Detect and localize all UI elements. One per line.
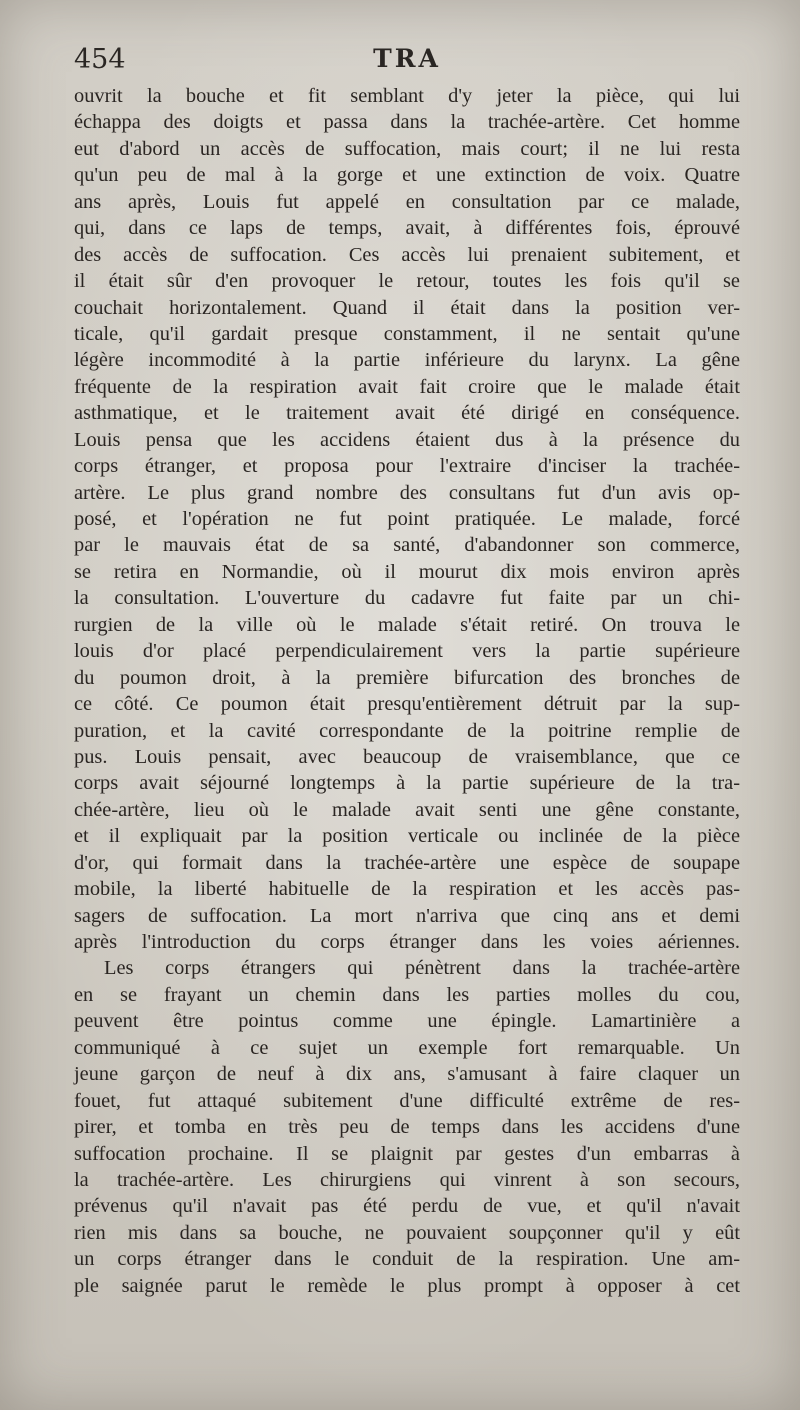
text-line: il était sûr d'en provoquer le retour, toutes les fois qu'il se [74,270,740,293]
text-line: après l'introduction du corps étranger dans les voies aériennes. [74,931,740,953]
text-line: ce côté. Ce poumon était presqu'entièrement détruit par la sup- [74,693,740,716]
text-line: couchait horizontalement. Quand il était dans la position ver- [74,296,740,319]
text-line: asthmatique, et le traitement avait été dirigé en conséquence. [74,402,740,425]
paragraph [74,955,740,1299]
text-line: pirer, et tomba en très peu de temps dans les accidens d'une [74,1116,740,1139]
text-line: d'or, qui formait dans la trachée-artère une espèce de soupape [74,851,740,874]
text-line: communiqué à ce sujet un exemple fort remarquable. Un [74,1036,740,1059]
text-line: artère. Le plus grand nombre des consultans fut d'un avis op- [74,481,740,504]
text-line: fouet, fut attaqué subitement d'une difficulté extrême de res- [74,1089,740,1112]
text-line: peuvent être pointus comme une épingle. Lamartinière a [74,1010,740,1033]
text-line: un corps étranger dans le conduit de la respiration. Une am- [74,1248,740,1271]
text-line: chée-artère, lieu où le malade avait senti une gêne constante, [74,798,740,821]
text-line: par le mauvais état de sa santé, d'abandonner son commerce, [74,534,740,557]
text-line: fréquente de la respiration avait fait croire que le malade était [74,375,740,398]
text-line: ouvrit la bouche et fit semblant d'y jeter la pièce, qui lui [74,85,740,107]
text-line: Les corps étrangers qui pénètrent dans la trachée-artère [104,957,740,980]
text-line: corps étranger, et proposa pour l'extraire d'inciser la trachée- [74,455,740,478]
text-line: des accès de suffocation. Ces accès lui prenaient subitement, et [74,243,740,266]
text-line: qui, dans ce laps de temps, avait, à différentes fois, éprouvé [74,217,740,240]
text-line: corps avait séjourné longtemps à la partie supérieure de la tra- [74,772,740,795]
page-number: 454 [74,44,126,75]
text-line: du poumon droit, à la première bifurcation des bronches de [74,666,740,689]
text-line: posé, et l'opération ne fut point pratiquée. Le malade, forcé [74,508,740,530]
text-line: la consultation. L'ouverture du cadavre fut faite par un chi- [74,587,740,610]
text-line: ticale, qu'il gardait presque constamment, il ne sentait qu'une [74,322,740,345]
text-line: ple saignée parut le remède le plus prompt à opposer à cet [74,1274,740,1297]
text-line: la trachée-artère. Les chirurgiens qui vinrent à son secours, [74,1168,740,1191]
running-head: TRA [373,44,441,73]
text-line: rurgien de la ville où le malade s'était retiré. On trouva le [74,613,740,636]
text-line: prévenus qu'il n'avait pas été perdu de vue, et qu'il n'avait [74,1195,740,1218]
text-line: légère incommodité à la partie inférieure du larynx. La gêne [74,349,740,372]
paragraph [74,83,740,955]
body-text [74,83,740,1299]
text-line: mobile, la liberté habituelle de la respiration et les accès pas- [74,878,740,901]
text-line: ans après, Louis fut appelé en consultation par ce malade, [74,190,740,213]
text-line: rien mis dans sa bouche, ne pouvaient soupçonner qu'il y eût [74,1221,740,1244]
text-line: et il expliquait par la position verticale ou inclinée de la pièce [74,825,740,848]
text-line: eut d'abord un accès de suffocation, mais court; il ne lui resta [74,137,740,160]
text-line: sagers de suffocation. La mort n'arriva que cinq ans et demi [74,904,740,927]
text-line: puration, et la cavité correspondante de la poitrine remplie de [74,719,740,742]
text-line: Louis pensa que les accidens étaient dus à la présence du [74,428,740,451]
text-line: louis d'or placé perpendiculairement vers la partie supérieure [74,640,740,663]
page-header [74,44,740,80]
text-line: suffocation prochaine. Il se plaignit par gestes d'un embarras à [74,1142,740,1165]
text-line: jeune garçon de neuf à dix ans, s'amusant à faire claquer un [74,1063,740,1086]
text-line: en se frayant un chemin dans les parties molles du cou, [74,983,740,1006]
text-line: échappa des doigts et passa dans la trachée-artère. Cet homme [74,111,740,134]
text-line: qu'un peu de mal à la gorge et une extinction de voix. Quatre [74,164,740,187]
text-line: pus. Louis pensait, avec beaucoup de vraisemblance, que ce [74,745,740,768]
text-line: se retira en Normandie, où il mourut dix mois environ après [74,560,740,583]
